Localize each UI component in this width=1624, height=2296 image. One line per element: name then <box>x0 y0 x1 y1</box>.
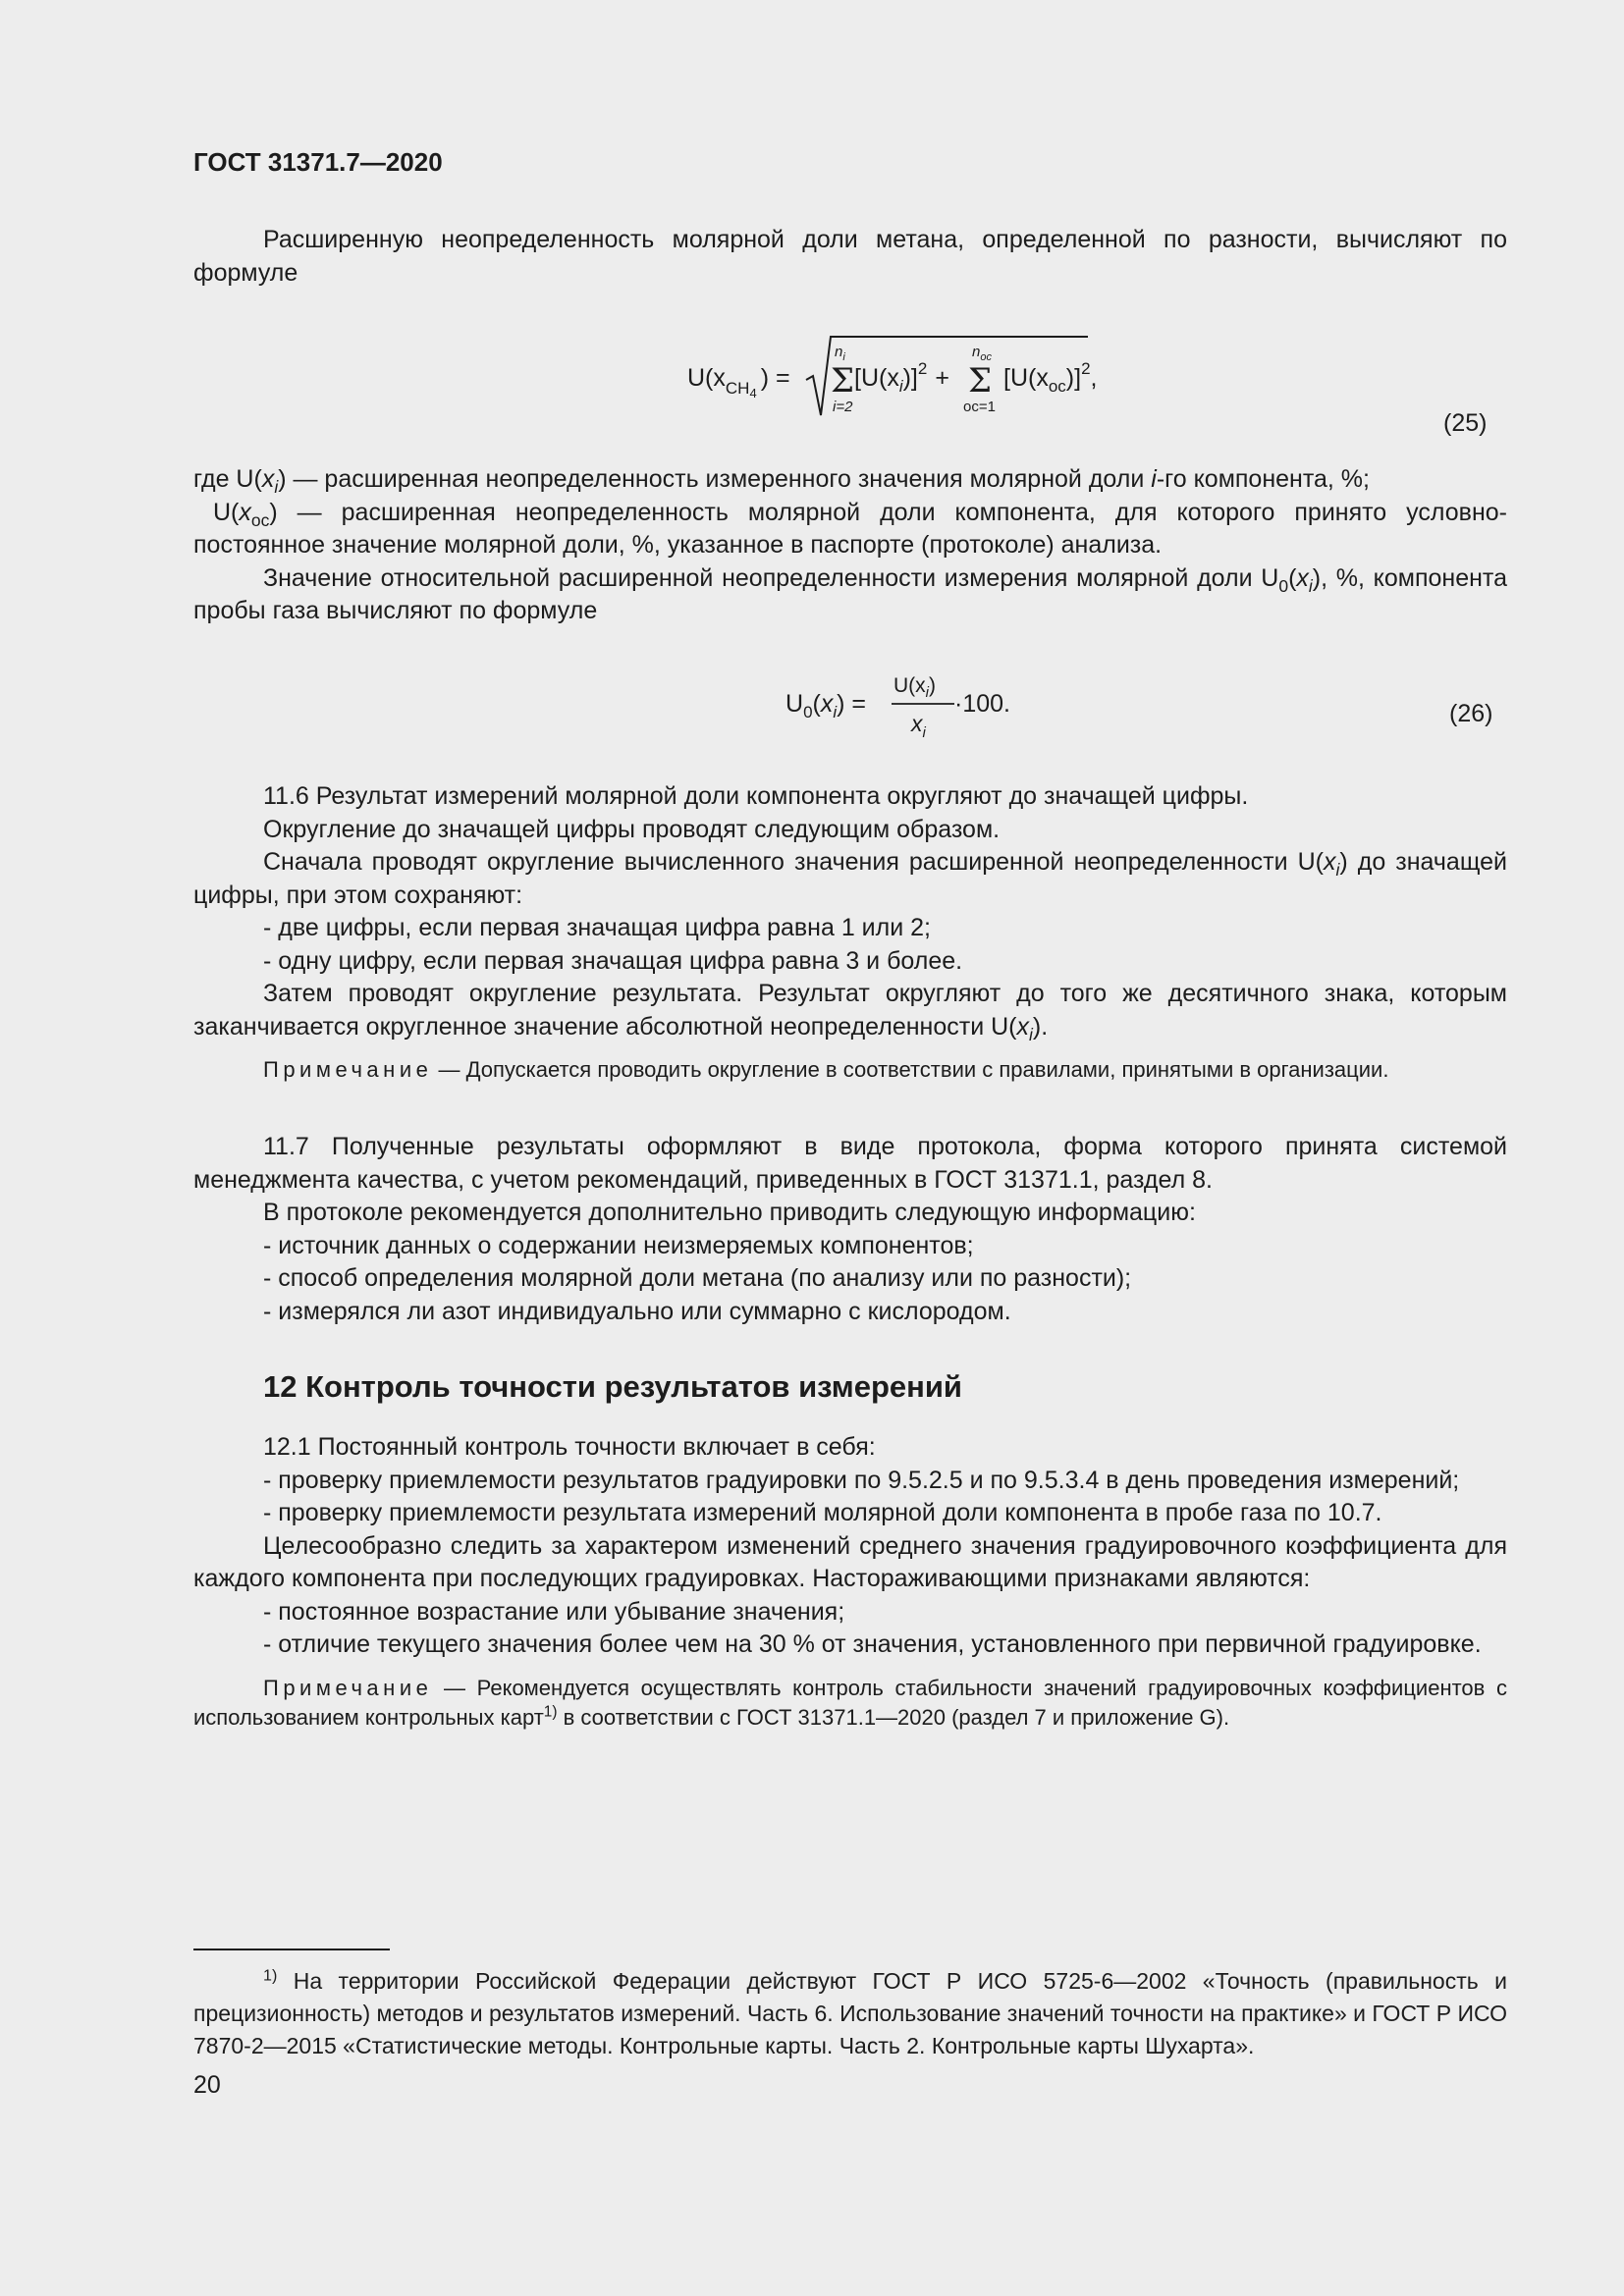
s12-list-item-2: - проверку приемлемости результата измерений молярной доли компонента в пробе газа по 10.7. <box>263 1499 1382 1526</box>
section-12 <box>193 1431 1507 1733</box>
s12-p1: 12.1 Постоянный контроль точности включает в себя: <box>263 1433 876 1461</box>
footnote: $^{1)}$ На территории Российской Федерации действуют ГОСТ Р ИСО 5725-6—2002 «Точность (правильность и прецизионность) методов и результатов измерений. Часть 6. Использование значений точности на практике» и ГОСТ Р ИСО 7870-2—2015 «Статистические методы. Контрольные карты. Часть 2. Контрольные карты Шухарта». <box>193 1966 1507 2058</box>
section-12-heading: 12 Контроль точности результатов измерений <box>263 1369 962 1404</box>
page-number: 20 <box>193 2071 221 2099</box>
svg-text:nос: $n_{ос}$ <box>972 344 992 363</box>
section-11-7 <box>193 1131 1507 1328</box>
f25-lhs: U(x <box>687 364 726 392</box>
s11-6-p1: 11.6 Результат измерений молярной доли компонента округляют до значащей цифры. <box>263 782 1249 810</box>
formula-26-svg <box>785 663 1041 751</box>
s12-list-item-3: - постоянное возрастание или убывание значения; <box>263 1597 845 1626</box>
footnote-rule <box>193 1949 390 1950</box>
s12-list-item-1: - проверку приемлемости результатов градуировки по 9.5.2.5 и по 9.5.3.4 в день проведения измерений; <box>263 1466 1460 1494</box>
intro-paragraph: Расширенную неопределенность молярной доли метана, определенной по разности, вычисляют по формуле <box>193 226 1507 287</box>
s11-7-list-item-3: - измерялся ли азот индивидуально или суммарно с кислородом. <box>263 1297 1011 1325</box>
s11-6-p4: Затем проводят округление результата. Результат округляют до того же десятичного знака, которым заканчивается округленное значение абсолютной неопределенности $U(x_i)$. <box>193 980 1507 1044</box>
s12-note: Примечание — Рекомендуется осуществлять контроль стабильности значений градуировочных коэффициентов с использованием контрольных карт$^{1)}$ в соответствии с ГОСТ 31371.1—2020 (раздел 7 и приложение G). <box>193 1675 1507 1730</box>
svg-text:[U(xi)]2+: $[U(x_i)]^2$ + <box>854 359 949 396</box>
svg-text:U0(xi) =: $U_0(x_i)$ = <box>785 690 867 721</box>
where-line-2: $U(x_{ос})$ — расширенная неопределенность молярной доли компонента, для которого принято условно-постоянное значение молярной доли, %, указанное в паспорте (протоколе) анализа. <box>193 498 1507 559</box>
s11-6-note: Примечание — Допускается проводить округление в соответствии с правилами, принятыми в организации. <box>263 1057 1389 1082</box>
where-block <box>193 463 1507 628</box>
section-11-6 <box>193 780 1507 1085</box>
svg-text:·100.: ·100. <box>954 690 1010 718</box>
sigma-1: Σ <box>831 361 855 400</box>
document-code: ГОСТ 31371.7—2020 <box>193 147 443 177</box>
s11-7-p2: В протоколе рекомендуется дополнительно приводить следующую информацию: <box>263 1199 1196 1226</box>
note-label: Примечание <box>263 1675 433 1700</box>
formula-25 <box>687 329 1159 427</box>
where-line-1: где $U(x_i)$ — расширенная неопределенность измеренного значения молярной доли i-го компонента, %; <box>193 465 1370 497</box>
svg-text:[U(xос)]2,: $[U(x_{ос})]^2$, <box>1003 359 1098 396</box>
svg-text:i=2: i=2 <box>833 399 853 415</box>
formula-25-svg <box>687 329 1159 427</box>
f25-lhs-sub2: 4 <box>749 386 757 400</box>
intro-block <box>193 224 1507 290</box>
s12-p2: Целесообразно следить за характером изменений среднего значения градуировочного коэффициента для каждого компонента при последующих градуировках. Настораживающими признаками являются: <box>193 1531 1507 1592</box>
formula-26 <box>785 663 1041 751</box>
footnote-block <box>193 1965 1507 2062</box>
formula-25-number: (25) <box>1443 409 1488 437</box>
svg-text:ni: $n_i$ <box>835 344 845 363</box>
formula-26-number: (26) <box>1449 700 1493 727</box>
s11-6-list-item-2: - одну цифру, если первая значащая цифра равна 3 и более. <box>263 946 963 975</box>
s12-list-item-4: - отличие текущего значения более чем на 30 % от значения, установленного при первичной градуировке. <box>263 1630 1482 1658</box>
svg-text:U(xi): $U(x_i)$ <box>893 674 937 701</box>
s11-6-list-item-1: - две цифры, если первая значащая цифра равна 1 или 2; <box>263 914 931 941</box>
svg-text:U(xCH4) = <box>687 364 790 400</box>
sigma-2: Σ <box>968 361 993 400</box>
svg-text:ос=1: ос=1 <box>963 399 996 415</box>
s11-7-list-item-1: - источник данных о содержании неизмеряемых компонентов; <box>263 1231 974 1259</box>
footnote-mark: 1) <box>263 1966 278 1985</box>
s11-6-p3: Сначала проводят округление вычисленного значения расширенной неопределенности $U(x_i)$ до значащей цифры, при этом сохраняют: <box>193 848 1507 909</box>
f25-lhs-sub: CH <box>725 379 750 398</box>
svg-text:xi: $x_i$ <box>911 711 926 741</box>
note-label: Примечание <box>263 1057 433 1082</box>
s11-6-p2: Округление до значащей цифры проводят следующим образом. <box>263 815 1001 843</box>
s11-7-list-item-2: - способ определения молярной доли метана (по анализу или по разности); <box>263 1264 1132 1292</box>
relative-uncertainty-paragraph: Значение относительной расширенной неопределенности измерения молярной доли $U_0(x_i)$, %, компонента пробы газа вычисляют по формуле <box>193 563 1507 624</box>
s11-7-p1: 11.7 Полученные результаты оформляют в виде протокола, форма которого принята системой менеджмента качества, с учетом рекомендаций, приведенных в ГОСТ 31371.1, раздел 8. <box>193 1133 1507 1194</box>
f25-lhs-close: ) = <box>760 364 790 392</box>
